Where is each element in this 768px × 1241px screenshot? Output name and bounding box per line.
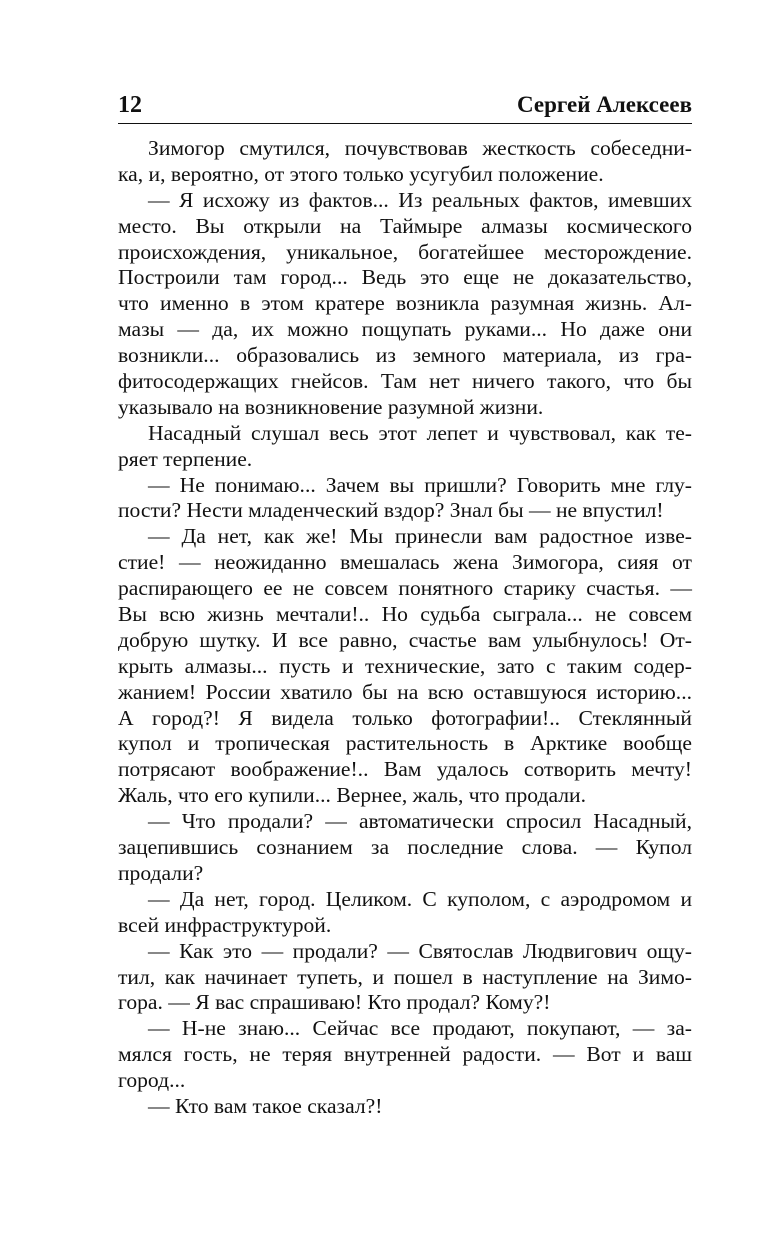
- text-line: Вы всю жизнь мечтали!.. Но судьба сыграла... не совсем: [118, 602, 692, 627]
- text-line: что именно в этом кратере возникла разумная жизнь. Ал-: [118, 291, 692, 316]
- running-head: [118, 90, 692, 120]
- text-line: происхождения, уникальное, богатейшее месторождение.: [118, 239, 692, 264]
- text-line: фитосодержащих гнейсов. Там нет ничего такого, что бы: [118, 369, 692, 394]
- running-title: Сергей Алексеев: [517, 92, 692, 117]
- text-line: Жаль, что его купили... Вернее, жаль, что продали.: [118, 783, 586, 808]
- page-number: 12: [118, 92, 142, 118]
- text-line: Построили там город... Ведь это еще не доказательство,: [118, 265, 692, 290]
- text-line: Насадный слушал весь этот лепет и чувствовал, как те-: [148, 420, 692, 445]
- text-line: добрую шутку. И все равно, счастье вам улыбнулось! От-: [118, 627, 692, 652]
- text-line: город...: [118, 1068, 186, 1093]
- text-line: возникли... образовались из земного материала, из гра-: [118, 343, 692, 368]
- text-line: купол и тропическая растительность в Арктике вообще: [118, 731, 692, 756]
- text-line: указывало на возникновение разумной жизни.: [118, 394, 544, 419]
- body-text: [118, 136, 692, 1120]
- text-line: мазы — да, их можно пощупать руками... Но даже они: [118, 317, 692, 342]
- text-line: стие! — неожиданно вмешалась жена Зимогора, сияя от: [118, 550, 692, 575]
- text-line: — Как это — продали? — Святослав Людвигович ощу-: [148, 938, 692, 963]
- text-line: — Кто вам такое сказал?!: [148, 1093, 383, 1118]
- text-line: гора. — Я вас спрашиваю! Кто продал? Кому?!: [118, 990, 551, 1015]
- text-line: место. Вы открыли на Таймыре алмазы космического: [118, 213, 692, 238]
- text-line: пости? Нести младенческий вздор? Знал бы — не впустил!: [118, 498, 664, 523]
- text-line: — Я исхожу из фактов... Из реальных фактов, имевших: [148, 187, 692, 212]
- text-line: мялся гость, не теряя внутренней радости. — Вот и ваш: [118, 1042, 692, 1067]
- text-line: жанием! России хватило бы на всю оставшуюся историю...: [118, 679, 692, 704]
- text-line: — Да нет, как же! Мы принесли вам радостное изве-: [148, 524, 692, 549]
- header-rule: [118, 123, 692, 124]
- text-line: А город?! Я видела только фотографии!.. Стеклянный: [118, 705, 692, 730]
- text-line: распирающего ее не совсем понятного старику счастья. —: [118, 576, 692, 601]
- text-line: ка, и, вероятно, от этого только усугубил положение.: [118, 161, 604, 186]
- text-line: продали?: [118, 860, 204, 885]
- text-line: — Да нет, город. Целиком. С куполом, с аэродромом и: [148, 886, 692, 911]
- text-line: — Н-не знаю... Сейчас все продают, покупают, — за-: [148, 1016, 692, 1041]
- text-line: — Что продали? — автоматически спросил Насадный,: [148, 809, 692, 834]
- text-line: тил, как начинает тупеть, и пошел в наступление на Зимо-: [118, 964, 692, 989]
- text-line: Зимогор смутился, почувствовав жесткость собеседни-: [148, 136, 692, 160]
- text-line: ряет терпение.: [118, 446, 253, 471]
- text-line: потрясают воображение!.. Вам удалось сотворить мечту!: [118, 757, 692, 782]
- text-line: зацепившись сознанием за последние слова. — Купол: [118, 835, 692, 860]
- text-line: крыть алмазы... пусть и технические, зато с таким содер-: [118, 653, 692, 678]
- text-line: — Не понимаю... Зачем вы пришли? Говорить мне глу-: [148, 472, 692, 497]
- text-line: всей инфраструктурой.: [118, 912, 332, 937]
